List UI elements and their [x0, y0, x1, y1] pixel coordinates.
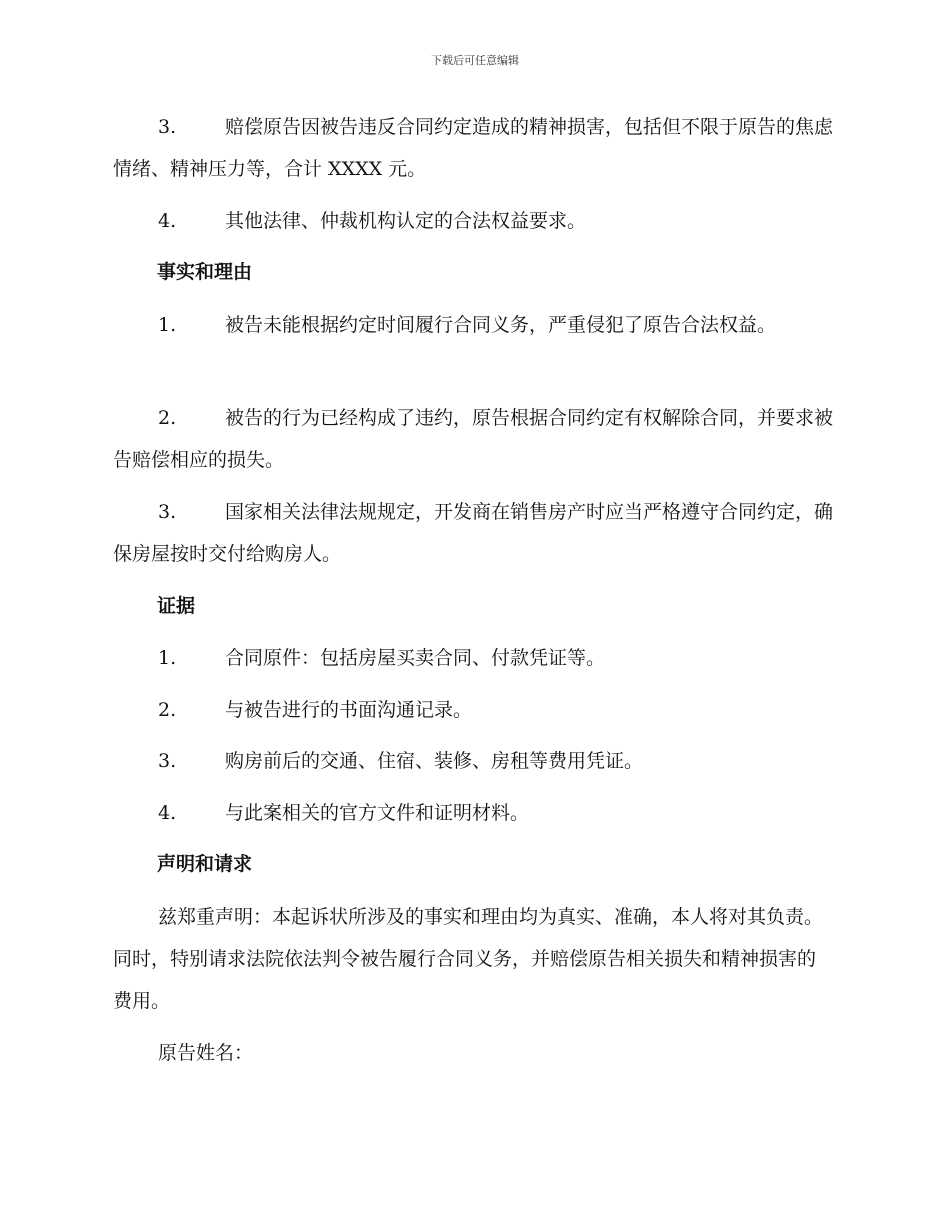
item-number: 4.: [158, 802, 177, 824]
item-text: 与此案相关的官方文件和证明材料。: [225, 802, 530, 824]
item-text: 其他法律、仲裁机构认定的合法权益要求。: [225, 210, 587, 232]
item-number: 4.: [158, 210, 177, 232]
item-text: 购房前后的交通、住宿、装修、房租等费用凭证。: [225, 750, 644, 772]
item-text: 国家相关法律法规规定，开发商在销售房产时应当严格遵守合同约定，确保房屋按时交付给购房人。: [113, 501, 834, 565]
item-number: 2.: [158, 699, 177, 721]
claim-item-3: [113, 106, 833, 190]
item-text: 赔偿原告因被告违反合同约定造成的精神损害，包括但不限于原告的焦虑情绪、精神压力等，合计 XXXX 元。: [113, 116, 834, 180]
section-heading-evidence: 证据: [157, 595, 196, 617]
page-header: 下载后可任意编辑: [431, 54, 519, 67]
item-number: 1.: [158, 647, 177, 669]
item-number: 2.: [158, 407, 177, 429]
item-text: 合同原件：包括房屋买卖合同、付款凭证等。: [225, 647, 606, 669]
item-text: 与被告进行的书面沟通记录。: [225, 699, 473, 721]
item-text: 被告未能根据约定时间履行合同义务，严重侵犯了原告合法权益。: [225, 314, 777, 336]
fact-item-3: [113, 491, 833, 575]
item-text: 被告的行为已经构成了违约，原告根据合同约定有权解除合同，并要求被告赔偿相应的损失。: [113, 407, 834, 471]
fact-item-1: [113, 304, 833, 346]
signature-label: 原告姓名：: [158, 1042, 254, 1064]
evidence-item-1: [113, 637, 833, 679]
evidence-item-3: [113, 740, 833, 782]
statement-paragraph: 兹郑重声明：本起诉状所涉及的事实和理由均为真实、准确，本人将对其负责。同时，特别请求法院依法判令被告履行合同义务，并赔偿原告相关损失和精神损害的费用。: [113, 906, 824, 1012]
section-heading-statement: 声明和请求: [157, 853, 253, 875]
item-number: 3.: [158, 750, 177, 772]
item-number: 3.: [158, 501, 177, 523]
claim-item-4: [113, 200, 833, 242]
evidence-item-4: [113, 792, 833, 834]
fact-item-2: [113, 397, 833, 481]
evidence-item-2: [113, 689, 833, 731]
section-heading-facts: 事实和理由: [157, 261, 253, 283]
item-number: 1.: [158, 314, 177, 336]
item-number: 3.: [158, 116, 177, 138]
